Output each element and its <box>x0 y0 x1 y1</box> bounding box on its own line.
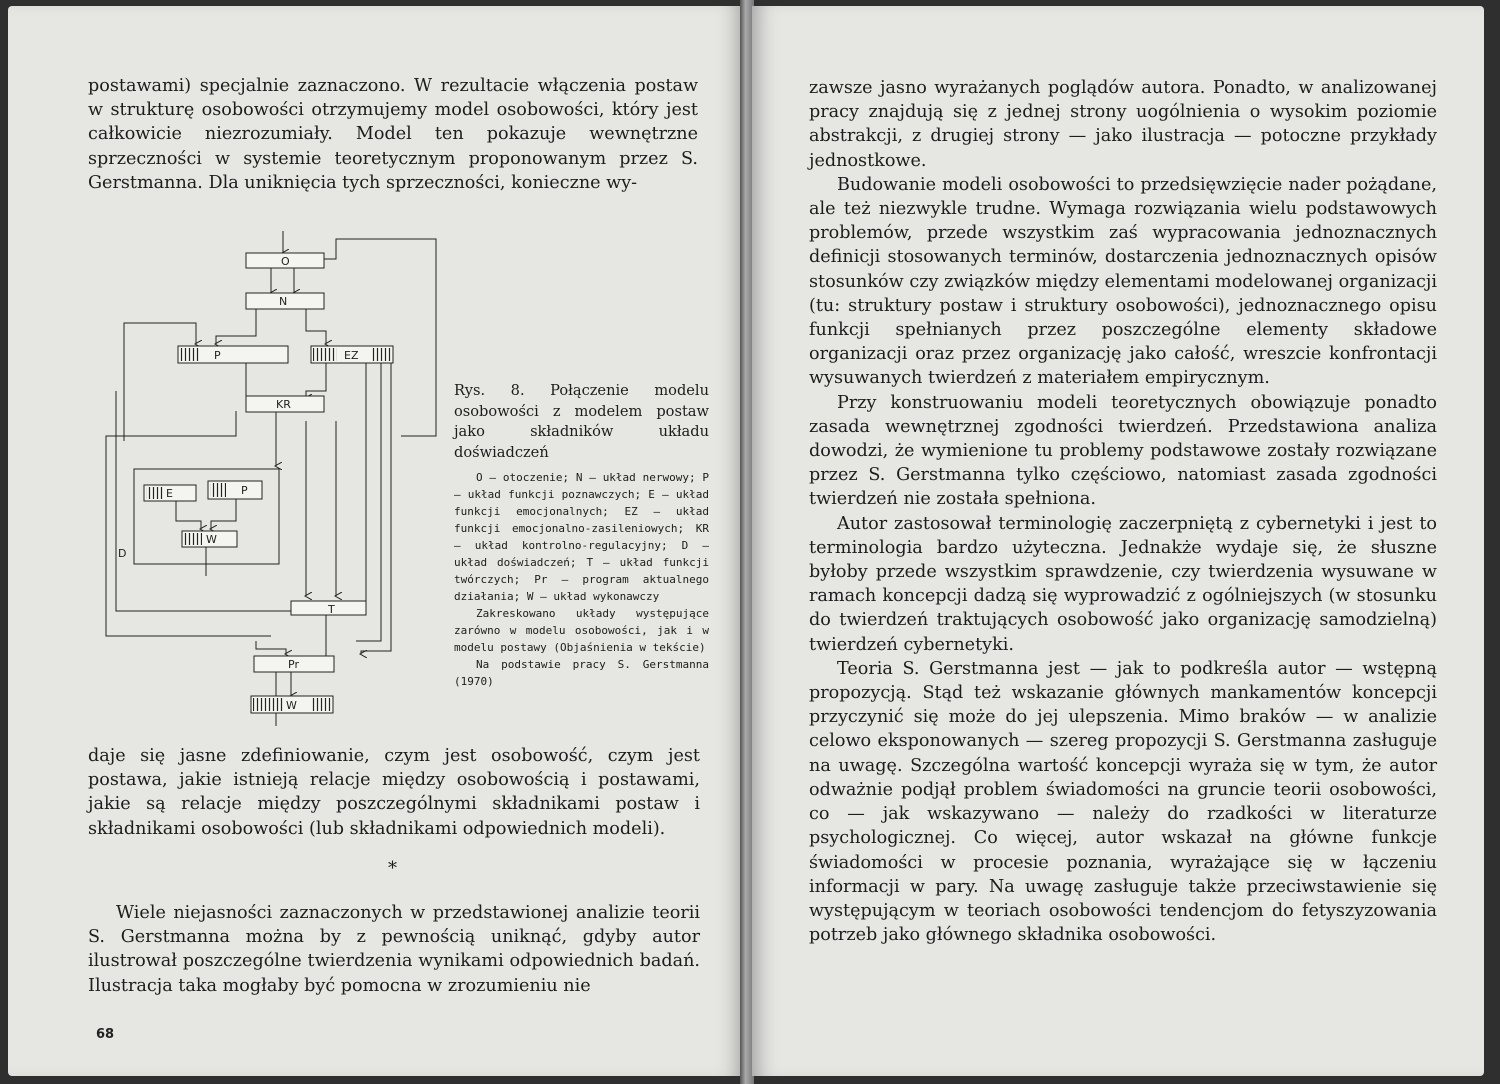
legend-note: Zakreskowano układy występujące zarówno w modelu osobowości, jak i w modelu postawy (Objaśnienia w tekście) <box>454 607 709 654</box>
left-page <box>8 6 743 1076</box>
left-paragraph-bottom <box>88 901 700 998</box>
block-label-o: O <box>281 255 290 268</box>
block-label-p: P <box>214 349 221 362</box>
paragraph-2: Budowanie modeli osobowości to przedsięwzięcie nader pożądane, ale też niezwykle trudne. Wymaga rozwiązania wielu podstawowych problemów, przede wszystkim zaś wypracowania jednoznacznych definicji stosowanych terminów, dostarczenia jednoznacznych opisów stosunków czy związków między elementami modelowanej organizacji (tu: struktury postaw i struktury osobowości), jednoznacznego opisu funkcji spełnianych przez poszczególne elementy składowe organizacji oraz przez organizację jako całość, wreszcie konfrontacji wysuwanych twierdzeń z materiałem empirycznym. <box>809 174 1437 389</box>
block-label-ez: EZ <box>344 349 359 362</box>
left-paragraph-top <box>88 74 698 195</box>
paragraph-1: zawsze jasno wyrażanych poglądów autora. Ponadto, w analizowanej pracy znajdują się z jednej strony uogólnienia o wysokim poziomie abstrakcji, z drugiej strony — jako ilustracja — potoczne przykłady jednostkowe. <box>809 78 1437 171</box>
block-label-e: E <box>166 487 173 500</box>
block-label-d: D <box>118 547 127 560</box>
block-label-w2: W <box>286 699 297 712</box>
block-label-w: W <box>206 533 217 546</box>
paragraph-3: Przy konstruowaniu modeli teoretycznych obowiązuje ponadto zasada wewnętrznej zgodności twierdzeń. Przedstawiona analiza dowodzi, że wymienione tu problemy podstawowe zostały rozwiązane przez S. Gerstmanna tylko częściowo, natomiast zasada zgodności twierdzeń nie została spełniona. <box>809 392 1437 510</box>
block-label-p2: P <box>241 484 248 497</box>
legend-source: Na podstawie pracy S. Gerstmanna (1970) <box>454 658 709 688</box>
right-page <box>752 6 1484 1076</box>
block-label-n: N <box>279 295 288 308</box>
page-number: 68 <box>96 1027 115 1042</box>
figure-caption <box>454 381 709 690</box>
paragraph-4: Autor zastosował terminologię zaczerpniętą z cybernetyki i jest to terminologia bardzo użyteczna. Jednakże wydaje się, że słuszne byłoby przede wszystkim sprawdzenie, czy twierdzenia wysuwane w ramach koncepcji dadzą się wyprowadzić z ogólniejszych (w stosunku do twierdzeń traktujących osobowość jako organizację samodzielną) twierdzeń cybernetyki. <box>809 513 1437 655</box>
right-column <box>809 76 1437 947</box>
caption-title: Rys. 8. Połączenie modelu osobowości z modelem postaw jako składników układu doświadczeń <box>454 382 709 461</box>
paragraph: daje się jasne zdefiniowanie, czym jest osobowość, czym jest postawa, jakie istnieją relacje między osobowością i postawami, jakie są relacje między poszczególnymi składnikami postaw i składnikami osobowości (lub składnikami odpowiednich modeli). <box>88 746 700 839</box>
caption-legend <box>454 469 709 690</box>
block-label-kr: KR <box>276 398 291 411</box>
block-label-pr: Pr <box>288 658 299 671</box>
paragraph: postawami) specjalnie zaznaczono. W rezultacie włączenia postaw w strukturę osobowości otrzymujemy model osobowości, który jest całkowicie niezrozumiały. Model ten pokazuje wewnętrzne sprzeczności w systemie teoretycznym proponowanym przez S. Gerstmanna. Dla uniknięcia tych sprzeczności, konieczne wy- <box>88 76 698 193</box>
block-label-t: T <box>328 603 335 616</box>
paragraph-5: Teoria S. Gerstmanna jest — jak to podkreśla autor — wstępną propozycją. Stąd też wskazanie głównych mankamentów koncepcji przyczynić się może do jej ulepszenia. Mimo braków — w analizie celowo eksponowanych — szereg propozycji S. Gerstmanna zasługuje na uwagę. Szczególna wartość koncepcji wyraża się w tym, że autor odważnie podjął problem świadomości na gruncie teorii osobowości, co — jak wskazywano — należy do rzadkości w literaturze psychologicznej. Co więcej, autor wskazał na główne funkcje świadomości w procesie poznania, wyrażające się w łączeniu informacji w pary. Na uwagę zasługuje także przeciwstawienie się występującym w teoriach osobowości tendencjom do fetyszyzowania potrzeb jako głównego składnika osobowości. <box>809 658 1437 946</box>
left-paragraph-middle <box>88 744 700 841</box>
figure-diagram <box>96 231 441 726</box>
paragraph: Wiele niejasności zaznaczonych w przedstawionej analizie teorii S. Gerstmanna można by z pewnością uniknąć, gdyby autor ilustrował poszczególne twierdzenia wynikami odpowiednich badań. Ilustracja taka mogłaby być pomocna w zrozumieniu nie <box>88 903 700 996</box>
legend-text: O — otoczenie; N — układ nerwowy; P — układ funkcji poznawczych; E — układ funkcji emocjonalnych; EZ — układ funkcji emocjonalno-zasileniowych; KR — układ kontrolno-regulacyjny; D — układ doświadczeń; T — układ funkcji twórczych; Pr — program aktualnego działania; W — układ wykonawczy <box>454 471 709 603</box>
section-separator: * <box>388 858 397 879</box>
